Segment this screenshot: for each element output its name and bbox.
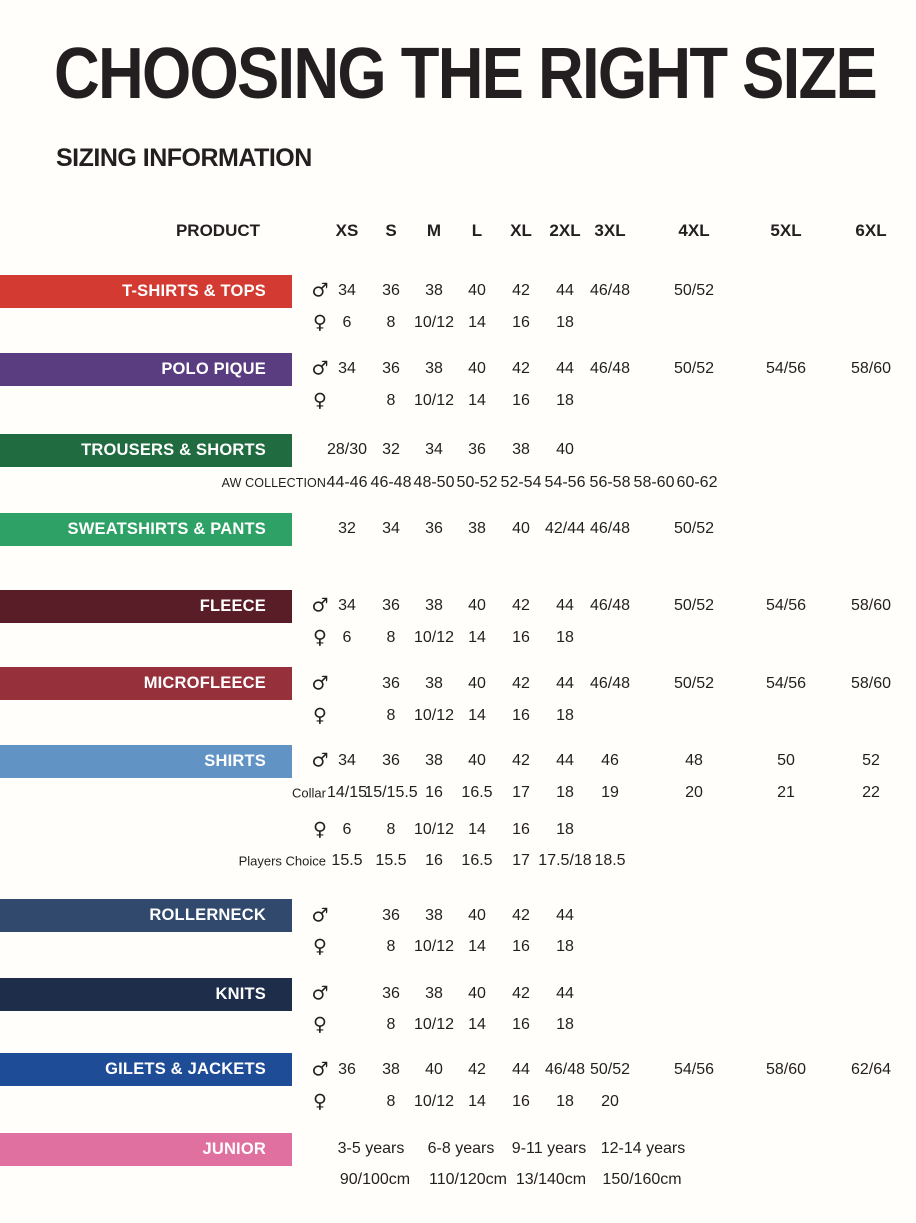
size-value: 14/15	[326, 784, 368, 801]
column-header-4xl: 4XL	[678, 221, 710, 240]
size-value: 50/52	[673, 360, 715, 377]
size-value: 40	[468, 985, 486, 1002]
size-value: 44	[512, 1061, 530, 1078]
size-value: 42	[512, 597, 530, 614]
product-banner-label: SWEATSHIRTS & PANTS	[67, 520, 266, 538]
size-value: 42	[512, 360, 530, 377]
page-title: CHOOSING THE RIGHT SIZE	[54, 34, 876, 114]
column-header-xl: XL	[510, 221, 532, 240]
size-value: 16	[512, 1016, 530, 1033]
size-value: 46/48	[589, 675, 631, 692]
size-value: 14	[468, 938, 486, 955]
size-value: 44	[556, 907, 574, 924]
size-value: 6	[342, 314, 352, 331]
size-value: 17.5/18	[538, 852, 592, 869]
size-value: 15.5	[375, 852, 407, 869]
size-value: 50-52	[456, 474, 498, 491]
product-banner-label: TROUSERS & SHORTS	[81, 441, 266, 459]
size-value: 46/48	[589, 597, 631, 614]
size-value: 8	[386, 707, 396, 724]
product-banner-label: JUNIOR	[202, 1140, 266, 1158]
size-value: 17	[512, 784, 530, 801]
size-value: 36	[382, 985, 400, 1002]
size-value: 40	[468, 752, 486, 769]
size-value: 44	[556, 597, 574, 614]
column-header-xs: XS	[335, 221, 359, 240]
female-icon: ♀	[313, 1090, 327, 1113]
size-value: 48-50	[413, 474, 455, 491]
row-sublabel-players-choice: Players Choice	[238, 853, 326, 869]
size-value: 16	[512, 938, 530, 955]
size-value: 16	[425, 852, 443, 869]
row-sublabel-collar: Collar	[292, 785, 326, 801]
product-banner-label: KNITS	[215, 985, 266, 1003]
product-banner-label: MICROFLEECE	[143, 674, 266, 692]
size-value: 38	[382, 1061, 400, 1078]
product-banner-label: SHIRTS	[204, 752, 266, 770]
size-value: 6	[342, 629, 352, 646]
size-value: 14	[468, 629, 486, 646]
column-header-l: L	[471, 221, 483, 240]
size-value: 10/12	[413, 938, 455, 955]
size-value: 8	[386, 629, 396, 646]
size-value: 34	[338, 597, 356, 614]
size-value: 42	[512, 675, 530, 692]
page-subtitle: SIZING INFORMATION	[56, 144, 312, 172]
product-banner-label: GILETS & JACKETS	[105, 1060, 266, 1078]
product-banner-label: POLO PIQUE	[161, 360, 266, 378]
female-icon: ♀	[313, 311, 327, 334]
size-value: 38	[512, 441, 530, 458]
size-value: 10/12	[413, 314, 455, 331]
female-icon: ♀	[313, 935, 327, 958]
product-banner-fleece	[0, 590, 292, 623]
size-value: 110/120cm	[429, 1171, 507, 1188]
size-value: 16	[512, 314, 530, 331]
product-banner-junior	[0, 1133, 292, 1166]
size-value: 46/48	[589, 282, 631, 299]
size-value: 46-48	[370, 474, 412, 491]
size-value: 40	[468, 597, 486, 614]
female-icon: ♀	[313, 626, 327, 649]
size-value: 16	[512, 629, 530, 646]
size-value: 16	[512, 821, 530, 838]
size-value: 18	[556, 392, 574, 409]
size-value: 54/56	[765, 675, 807, 692]
size-value: 60-62	[676, 474, 718, 491]
size-value: 34	[338, 360, 356, 377]
size-value: 50/52	[589, 1061, 631, 1078]
size-value: 44	[556, 985, 574, 1002]
size-value: 34	[338, 752, 356, 769]
size-value: 36	[382, 752, 400, 769]
size-value: 18	[556, 629, 574, 646]
column-header-s: S	[385, 221, 397, 240]
size-value: 6	[342, 821, 352, 838]
size-value: 16	[512, 1093, 530, 1110]
size-value: 50/52	[673, 282, 715, 299]
size-value: 42	[512, 907, 530, 924]
size-value: 46/48	[589, 360, 631, 377]
size-value: 8	[386, 821, 396, 838]
size-value: 42	[512, 752, 530, 769]
size-value: 150/160cm	[602, 1171, 682, 1188]
size-value: 54/56	[673, 1061, 715, 1078]
size-value: 8	[386, 1016, 396, 1033]
product-banner-trousers-shorts	[0, 434, 292, 467]
column-header-m: M	[426, 221, 442, 240]
size-value: 8	[386, 392, 396, 409]
size-value: 18	[556, 1093, 574, 1110]
size-value: 16	[425, 784, 443, 801]
size-value: 48	[685, 752, 703, 769]
product-banner-gilets-jackets	[0, 1053, 292, 1086]
product-banner-label: ROLLERNECK	[149, 906, 266, 924]
product-banner-shirts	[0, 745, 292, 778]
size-value: 8	[386, 1093, 396, 1110]
female-icon: ♀	[313, 704, 327, 727]
size-value: 56-58	[589, 474, 631, 491]
product-banner-label: T-SHIRTS & TOPS	[122, 282, 266, 300]
column-header-6xl: 6XL	[855, 221, 887, 240]
size-value: 42	[512, 985, 530, 1002]
size-value: 38	[425, 985, 443, 1002]
size-value: 15.5	[331, 852, 363, 869]
size-value: 14	[468, 821, 486, 838]
male-icon: ♂	[311, 749, 329, 772]
size-value: 40	[512, 520, 530, 537]
size-value: 32	[338, 520, 356, 537]
column-header-5xl: 5XL	[770, 221, 802, 240]
male-icon: ♂	[311, 982, 329, 1005]
size-value: 40	[468, 360, 486, 377]
product-banner-microfleece	[0, 667, 292, 700]
size-value: 16	[512, 707, 530, 724]
size-value: 6-8 years	[427, 1140, 495, 1157]
product-banner-knits	[0, 978, 292, 1011]
size-value: 36	[382, 597, 400, 614]
size-value: 44	[556, 752, 574, 769]
size-value: 20	[601, 1093, 619, 1110]
size-value: 58/60	[765, 1061, 807, 1078]
size-value: 38	[425, 360, 443, 377]
size-value: 10/12	[413, 707, 455, 724]
size-value: 38	[425, 282, 443, 299]
size-value: 36	[468, 441, 486, 458]
column-header-product: PRODUCT	[175, 221, 261, 240]
size-value: 36	[382, 675, 400, 692]
size-value: 58-60	[633, 474, 675, 491]
size-value: 44	[556, 282, 574, 299]
size-value: 40	[468, 282, 486, 299]
size-value: 52-54	[500, 474, 542, 491]
male-icon: ♂	[311, 357, 329, 380]
product-banner-t-shirts-tops	[0, 275, 292, 308]
size-value: 22	[862, 784, 880, 801]
size-value: 10/12	[413, 1093, 455, 1110]
size-value: 38	[425, 752, 443, 769]
size-value: 14	[468, 1093, 486, 1110]
product-banner-sweatshirts-pants	[0, 513, 292, 546]
size-value: 28/30	[326, 441, 368, 458]
size-value: 14	[468, 1016, 486, 1033]
size-value: 8	[386, 938, 396, 955]
size-value: 44	[556, 675, 574, 692]
size-value: 9-11 years	[511, 1140, 587, 1157]
size-value: 36	[382, 360, 400, 377]
size-value: 54/56	[765, 360, 807, 377]
male-icon: ♂	[311, 672, 329, 695]
size-value: 20	[685, 784, 703, 801]
size-value: 36	[382, 282, 400, 299]
size-value: 34	[382, 520, 400, 537]
size-value: 36	[382, 907, 400, 924]
size-value: 38	[468, 520, 486, 537]
size-value: 15/15.5	[364, 784, 418, 801]
size-value: 50/52	[673, 675, 715, 692]
size-value: 10/12	[413, 1016, 455, 1033]
size-value: 34	[425, 441, 443, 458]
size-value: 50/52	[673, 597, 715, 614]
size-value: 50/52	[673, 520, 715, 537]
size-value: 50	[777, 752, 795, 769]
size-value: 14	[468, 392, 486, 409]
size-value: 14	[468, 707, 486, 724]
size-value: 18	[556, 314, 574, 331]
size-value: 8	[386, 314, 396, 331]
size-value: 18	[556, 821, 574, 838]
size-value: 18	[556, 784, 574, 801]
size-value: 10/12	[413, 821, 455, 838]
male-icon: ♂	[311, 904, 329, 927]
size-value: 18	[556, 938, 574, 955]
size-value: 34	[338, 282, 356, 299]
size-value: 40	[468, 675, 486, 692]
size-value: 19	[601, 784, 619, 801]
female-icon: ♀	[313, 1013, 327, 1036]
size-value: 62/64	[850, 1061, 892, 1078]
size-value: 12-14 years	[600, 1140, 686, 1157]
size-value: 46	[601, 752, 619, 769]
size-value: 14	[468, 314, 486, 331]
size-value: 36	[338, 1061, 356, 1078]
size-value: 46/48	[589, 520, 631, 537]
size-value: 46/48	[544, 1061, 586, 1078]
size-value: 58/60	[850, 597, 892, 614]
size-value: 44-46	[326, 474, 368, 491]
male-icon: ♂	[311, 1058, 329, 1081]
product-banner-polo-pique	[0, 353, 292, 386]
male-icon: ♂	[311, 594, 329, 617]
size-value: 38	[425, 597, 443, 614]
size-value: 54/56	[765, 597, 807, 614]
size-value: 16.5	[461, 784, 493, 801]
size-value: 36	[425, 520, 443, 537]
size-value: 38	[425, 907, 443, 924]
size-value: 42/44	[544, 520, 586, 537]
size-value: 32	[382, 441, 400, 458]
size-value: 42	[468, 1061, 486, 1078]
size-value: 10/12	[413, 629, 455, 646]
size-value: 58/60	[850, 675, 892, 692]
row-sublabel-aw-collection: AW COLLECTION	[221, 475, 326, 490]
size-value: 40	[468, 907, 486, 924]
size-value: 90/100cm	[339, 1171, 411, 1188]
size-value: 40	[556, 441, 574, 458]
size-value: 3-5 years	[337, 1140, 405, 1157]
size-value: 13/140cm	[515, 1171, 587, 1188]
size-value: 17	[512, 852, 530, 869]
female-icon: ♀	[313, 818, 327, 841]
column-header-3xl: 3XL	[594, 221, 626, 240]
size-value: 18.5	[594, 852, 626, 869]
male-icon: ♂	[311, 279, 329, 302]
size-value: 16	[512, 392, 530, 409]
size-value: 44	[556, 360, 574, 377]
size-value: 58/60	[850, 360, 892, 377]
size-value: 40	[425, 1061, 443, 1078]
size-value: 54-56	[544, 474, 586, 491]
size-value: 10/12	[413, 392, 455, 409]
product-banner-rollerneck	[0, 899, 292, 932]
product-banner-label: FLEECE	[199, 597, 266, 615]
female-icon: ♀	[313, 389, 327, 412]
size-value: 18	[556, 1016, 574, 1033]
size-value: 52	[862, 752, 880, 769]
size-value: 38	[425, 675, 443, 692]
size-value: 21	[777, 784, 795, 801]
column-header-2xl: 2XL	[549, 221, 581, 240]
size-value: 42	[512, 282, 530, 299]
size-value: 18	[556, 707, 574, 724]
size-value: 16.5	[461, 852, 493, 869]
